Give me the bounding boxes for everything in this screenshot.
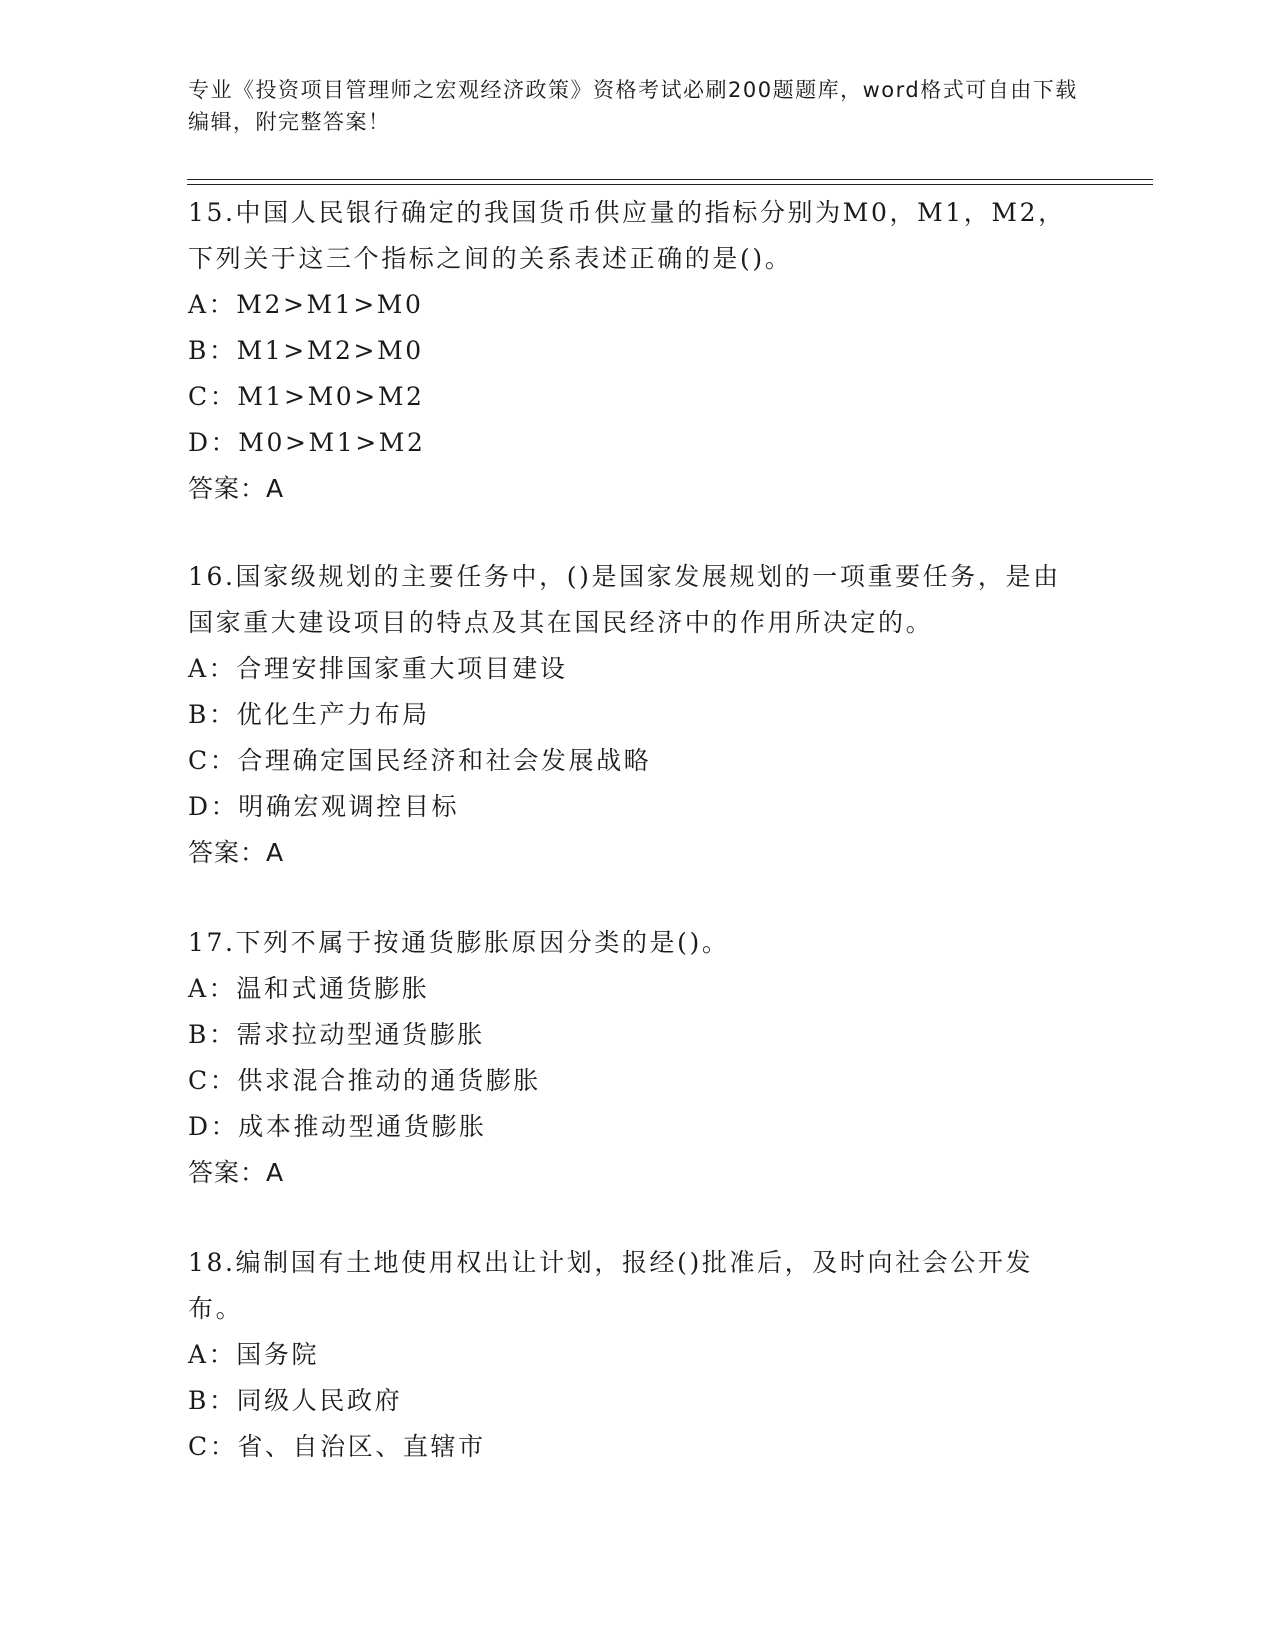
question-18 bbox=[188, 1240, 1088, 1470]
option-b: B：M1>M2>M0 bbox=[188, 336, 424, 365]
answer-label: 答案：A bbox=[188, 474, 285, 503]
option-b: B：需求拉动型通货膨胀 bbox=[188, 1020, 485, 1049]
option-b: B：同级人民政府 bbox=[188, 1386, 403, 1415]
question-stem: 15.中国人民银行确定的我国货币供应量的指标分别为M0，M1，M2，下列关于这三个指标之间的关系表述正确的是()。 bbox=[188, 198, 1066, 273]
option-c: C：供求混合推动的通货膨胀 bbox=[188, 1066, 541, 1095]
question-15 bbox=[188, 190, 1088, 512]
option-a: A：M2>M1>M0 bbox=[188, 290, 424, 319]
option-c: C：合理确定国民经济和社会发展战略 bbox=[188, 746, 652, 775]
question-stem: 16.国家级规划的主要任务中，()是国家发展规划的一项重要任务，是由国家重大建设项目的特点及其在国民经济中的作用所决定的。 bbox=[188, 562, 1061, 637]
option-a: A：温和式通货膨胀 bbox=[188, 974, 430, 1003]
option-a: A：国务院 bbox=[188, 1340, 320, 1369]
option-b: B：优化生产力布局 bbox=[188, 700, 430, 729]
question-16 bbox=[188, 554, 1088, 876]
answer-label: 答案：A bbox=[188, 838, 285, 867]
question-17 bbox=[188, 920, 1088, 1196]
header-rule-bottom bbox=[187, 184, 1153, 185]
answer-label: 答案：A bbox=[188, 1158, 285, 1187]
question-stem: 18.编制国有土地使用权出让计划，报经()批准后，及时向社会公开发布。 bbox=[188, 1248, 1034, 1323]
question-stem: 17.下列不属于按通货膨胀原因分类的是()。 bbox=[188, 928, 730, 957]
option-c: C：省、自治区、直辖市 bbox=[188, 1432, 486, 1461]
header-rule-top bbox=[187, 179, 1153, 180]
option-d: D：M0>M1>M2 bbox=[188, 428, 426, 457]
option-d: D：明确宏观调控目标 bbox=[188, 792, 460, 821]
option-c: C：M1>M0>M2 bbox=[188, 382, 425, 411]
option-d: D：成本推动型通货膨胀 bbox=[188, 1112, 487, 1141]
option-a: A：合理安排国家重大项目建设 bbox=[188, 654, 568, 683]
document-header: 专业《投资项目管理师之宏观经济政策》资格考试必刷200题题库，word格式可自由下载编辑，附完整答案！ bbox=[188, 78, 1078, 134]
